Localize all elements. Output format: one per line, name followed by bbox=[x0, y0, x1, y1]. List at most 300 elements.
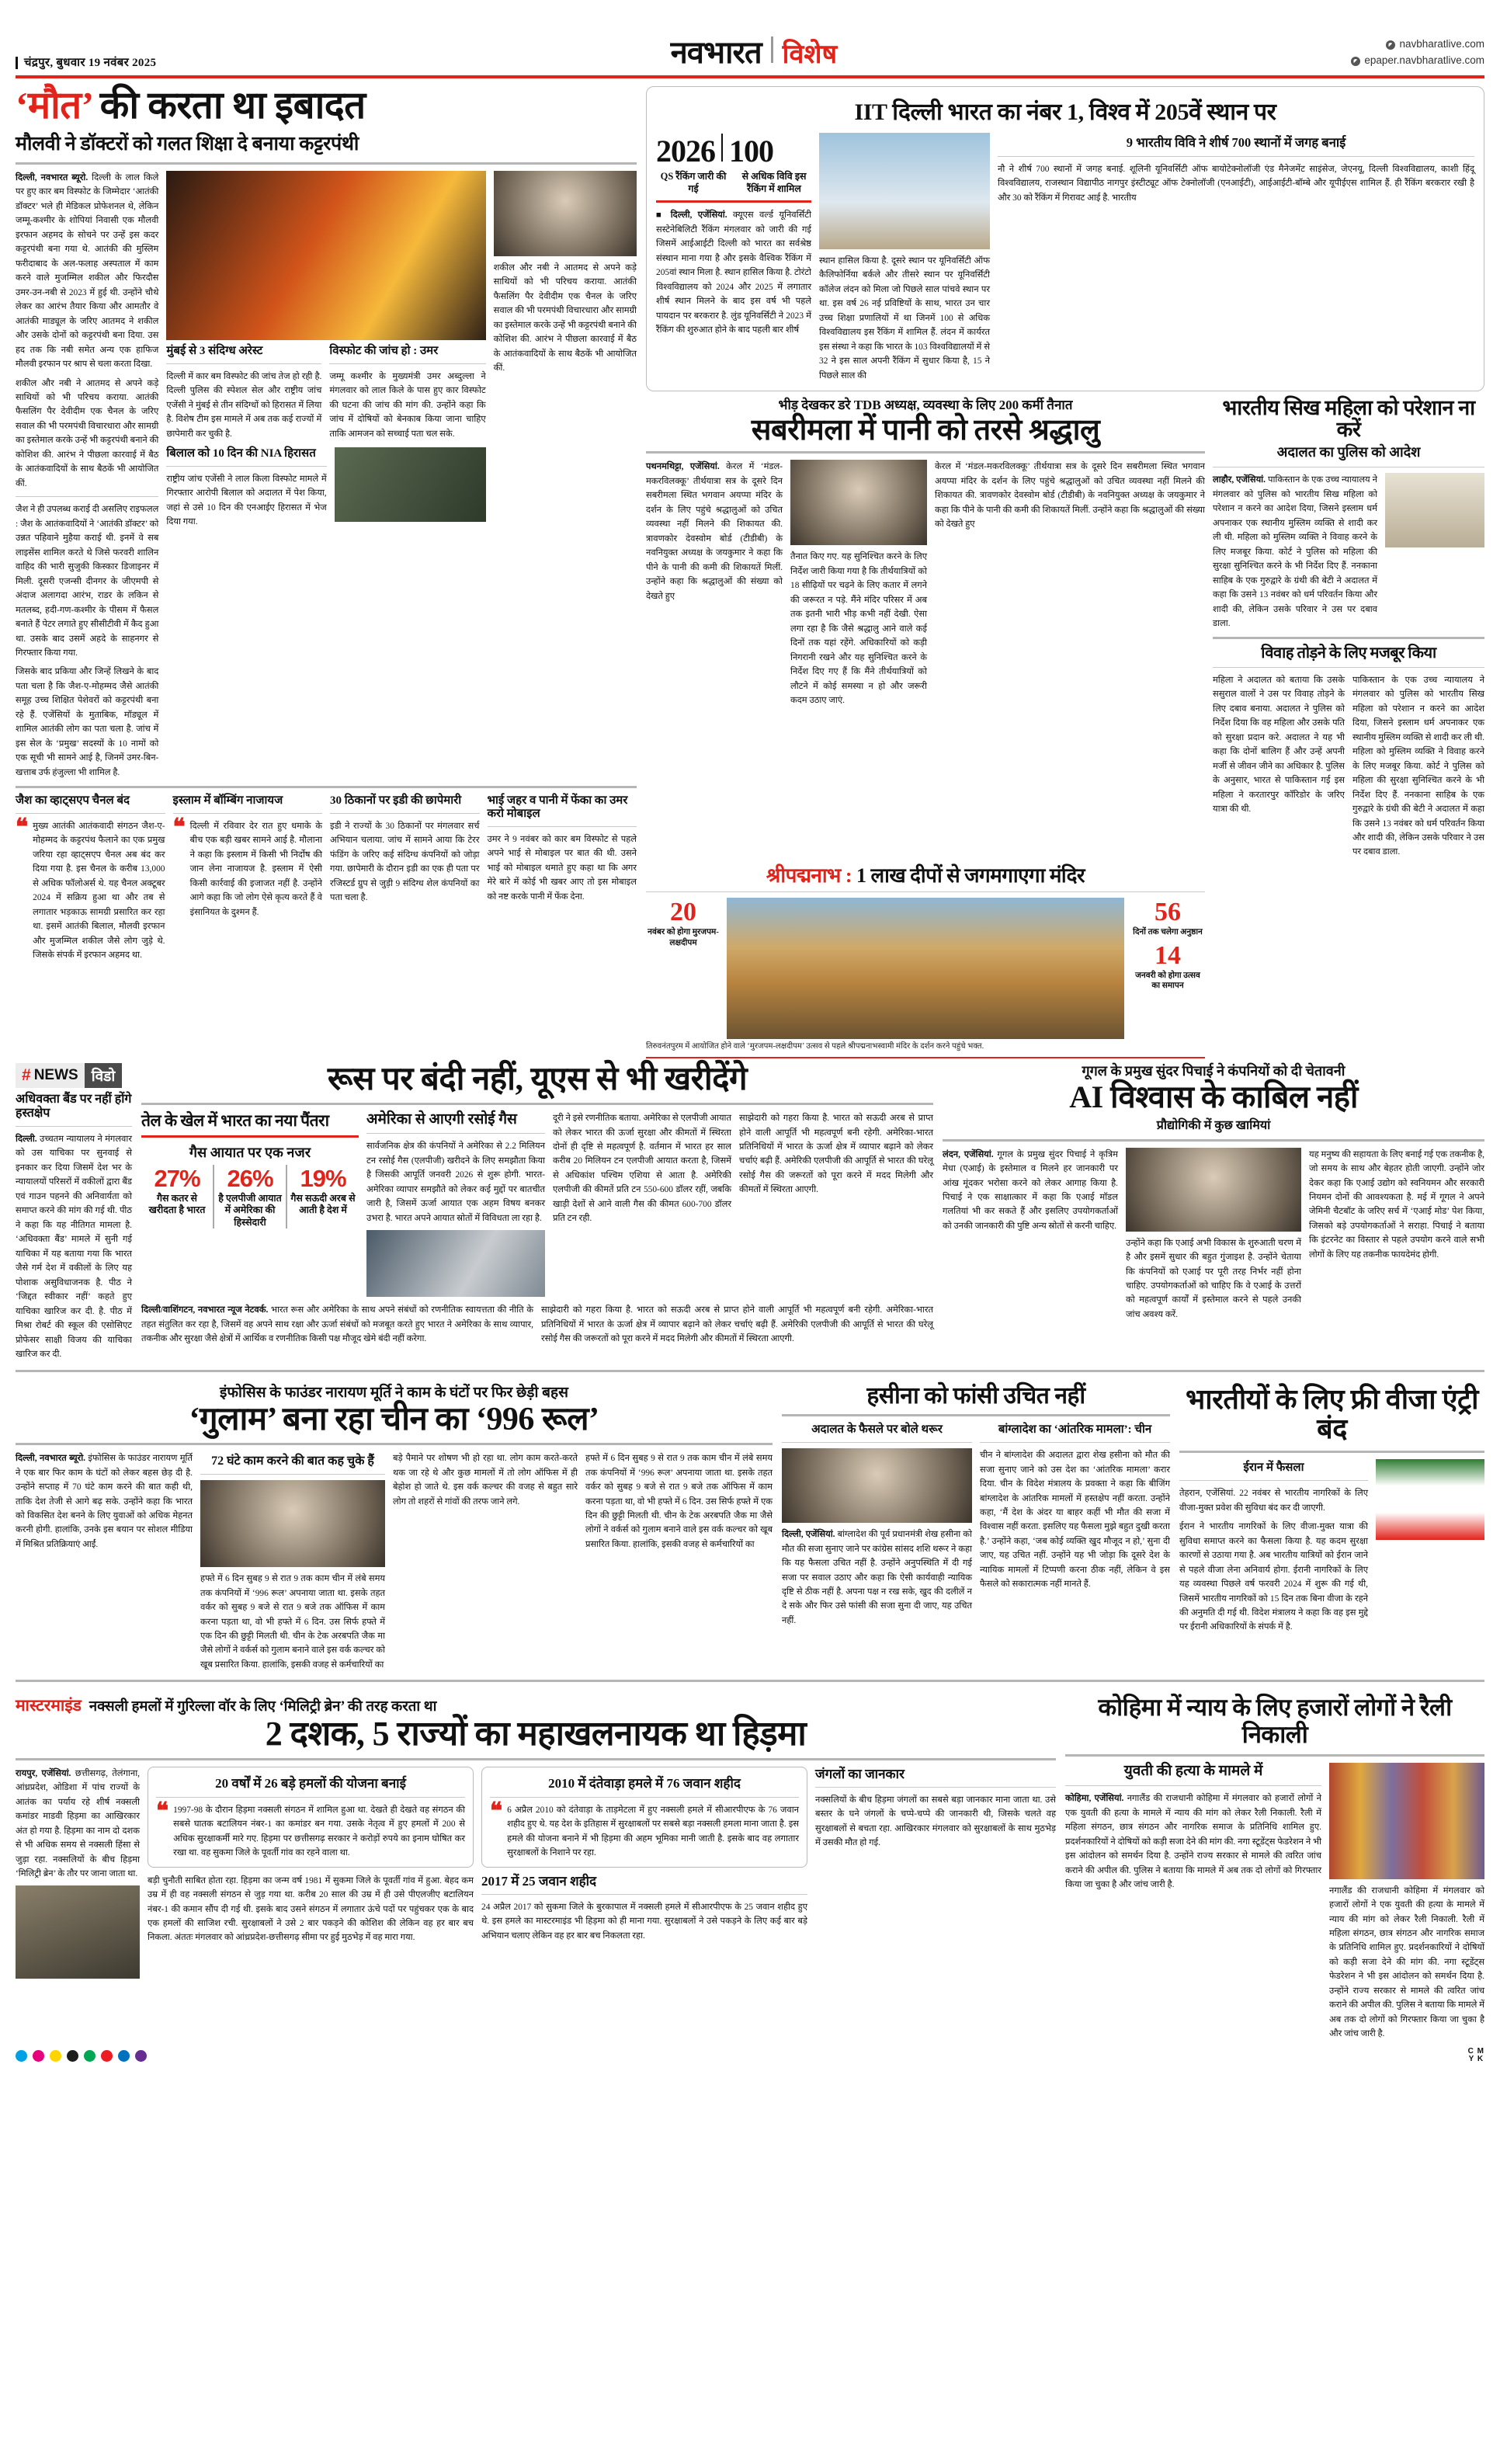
divider bbox=[1213, 637, 1484, 639]
kohima-dateline: कोहिमा, एजेंसियां. bbox=[1065, 1794, 1124, 1804]
mastermind-tag: मास्टरमाइंड bbox=[16, 1696, 82, 1715]
divider bbox=[943, 1139, 1484, 1142]
sikh-body-text: पाकिस्तान के एक उच्च न्यायालय ने मंगलवार को पुलिस को भारतीय सिख महिला को परेशान न करने का आदेश दिया, जिसने इस्लाम धर्म अपनाकर एक स्थानीय मुस्लिम व्यक्ति से शादी कर ली थी. महिला को मुस्लिम व्यक्ति ने विवाह करने के लिए मजबूर किया. कोर्ट ने पुलिस को महिला की सुरक्षा सुनिश्चित करने के भी निर्देश दिए हैं. ननकाना साहिब के एक गुरुद्वारे के ग्रंथी की बेटी ने अदालत में कहा कि उसने 13 नवंबर को धर्म परिवर्तन किया और शादी की, लेकिन उसके परिवार ने उस पर दबाव डाला. bbox=[1213, 475, 1377, 628]
lead-photo-maulvi bbox=[494, 171, 637, 256]
top-band bbox=[11, 78, 1489, 1058]
russia-agency-text: भारत रूस और अमेरिका के साथ अपने संबंधों को रणनीतिक स्वायत्तता की नीति के तहत संतुलित कर रहा है, जिसमें वह अपने साथ रक्षा और ऊर्जा संबंधों को मजबूत करते हुए भारत ने अमेरिका के साथ व्यापार, तकनीक और सुरक्षा जैसे क्षेत्रों में आर्थिक व रणनीतिक किसी पक्ष मौजूद खेमे बंदी नहीं करेगा. bbox=[141, 1305, 533, 1344]
sikh-body2-cont: पाकिस्तान के एक उच्च न्यायालय ने मंगलवार को पुलिस को भारतीय सिख महिला को परेशान न करने का आदेश दिया, जिसने इस्लाम धर्म अपनाकर एक स्थानीय मुस्लिम व्यक्ति से शादी कर ली थी. महिला को मुस्लिम व्यक्ति ने विवाह करने के लिए मजबूर किया. कोर्ट ने पुलिस को महिला की सुरक्षा सुनिश्चित करने के भी निर्देश दिए हैं. ननकाना साहिब के एक गुरुद्वारे के ग्रंथी की बेटी ने अदालत में कहा कि उसने 13 नवंबर को धर्म परिवर्तन किया और शादी की, लेकिन उसके परिवार ने उस पर दबाव डाला. bbox=[1352, 675, 1484, 857]
lead-body-grid bbox=[16, 171, 637, 780]
hasina-body-a bbox=[782, 1527, 972, 1628]
bottom-band bbox=[11, 1690, 1489, 2041]
hidma-story bbox=[16, 1694, 1056, 2041]
visa-dateline-body: तेहरान, एजेंसियां. 22 नवंबर से भारतीय नागरिकों के लिए वीजा-मुक्त प्रवेश की सुविधा बंद कर दी जाएगी. bbox=[1179, 1489, 1368, 1513]
quote-3-head: 30 ठिकानों पर इडी की छापेमारी bbox=[330, 794, 462, 808]
infosys-col-3 bbox=[393, 1451, 578, 1672]
iit-stat-block bbox=[656, 133, 811, 383]
substory-bilal bbox=[166, 447, 326, 530]
link-epaper-label: epaper.navbharatlive.com bbox=[1364, 54, 1484, 67]
divider bbox=[1065, 1754, 1484, 1757]
gas-stat-3-pct: 19% bbox=[300, 1165, 346, 1193]
sikh-col-1 bbox=[1213, 473, 1377, 631]
lead-sub-stories-2 bbox=[166, 447, 485, 530]
temple-stat-right bbox=[1130, 898, 1205, 990]
sabarimala-columns bbox=[646, 460, 1205, 707]
lead-quote-row bbox=[16, 794, 637, 962]
lead-paragraph-1 bbox=[16, 171, 158, 372]
ai-columns bbox=[943, 1148, 1484, 1322]
video-badge-label: विडो bbox=[85, 1063, 123, 1088]
infosys-dateline: दिल्ली, नवभारत ब्यूरो. bbox=[16, 1454, 86, 1464]
hidma-box-3-body: 24 अप्रैल 2017 को सुकमा जिले के बुरकापाल में नक्सली हमले में सीआरपीएफ के 25 जवान शहीद हुए थे. इस हमले का मास्टरमाइंड भी हिड़मा को ही माना गया. सुरक्षाबलों ने उसे पकड़ने के लिए कई बार बड़े अभियान चलाए लेकिन वह हर बार बच निकलता रहा. bbox=[481, 1902, 807, 1941]
color-dot bbox=[135, 2050, 147, 2062]
gas-stat-1-pct: 27% bbox=[154, 1165, 200, 1193]
middle-band bbox=[11, 1058, 1489, 1361]
quote-block-1 bbox=[16, 794, 165, 962]
hasina-body-a-text: बांग्लादेश की पूर्व प्रधानमंत्री शेख हसीना को मौत की सजा सुनाए जाने पर कांग्रेस सांसद शशि थरूर ने कहा कि यह फैसला उचित नहीं है. उन्होंने अनुपस्थिति में दी गई सजा पर सवाल उठाए और कहा कि ऐसी कार्यवाही न्यायिक दृष्टि से ठीक नहीं है. अपना पक्ष न रख सके, खुद की दलीलें न दे सके और फिर उसे फांसी की सजा सुना दी जाए, यह उचित नहीं. bbox=[782, 1530, 972, 1625]
divider bbox=[488, 826, 637, 827]
oil-box-sub: गैस आयात पर एक नजर bbox=[189, 1145, 311, 1161]
sikh-headline: भारतीय सिख महिला को परेशान ना करें bbox=[1222, 396, 1475, 441]
sikh-col-2 bbox=[1385, 473, 1484, 631]
quote-block-3 bbox=[330, 794, 480, 962]
iit-subhead: 9 भारतीय विवि ने शीर्ष 700 स्थानों में जगह बनाई bbox=[1126, 135, 1346, 150]
kohima-columns bbox=[1065, 1763, 1484, 2042]
edition-date: चंद्रपुर, बुधवार 19 नवंबर 2025 bbox=[16, 57, 156, 70]
infosys-sub: 72 घंटे काम करने की बात कह चुके हैं bbox=[211, 1454, 374, 1468]
hidma-kicker-strip bbox=[16, 1694, 1056, 1716]
quote-mark-icon: ❝ bbox=[16, 814, 29, 840]
divider bbox=[173, 813, 323, 814]
footer-color-bar bbox=[11, 2042, 1489, 2072]
infosys-col-a-text: इंफोसिस के फाउंडर नारायण मूर्ति ने एक बार फिर काम के घंटों को लेकर बहस छेड़ दी है. उन्होंने सप्ताह में 70 घंटे काम करने की बात कही थी, ताकि देश तेजी से आगे बढ़ सके. उन्होंने कहा कि भारत को विकसित देश बनने के लिए युवाओं को अधिक मेहनत करनी होगी. हालांकि, उनके इस बयान पर सोशल मीडिया में मिश्रित प्रतिक्रियाएं आईं. bbox=[16, 1454, 193, 1549]
divider bbox=[1065, 1785, 1321, 1786]
kohima-col-1 bbox=[1065, 1763, 1321, 2042]
quote-1 bbox=[16, 814, 165, 963]
visa-col-1 bbox=[1179, 1459, 1368, 1635]
ai-col-a-text: गूगल के प्रमुख सुंदर पिचाई ने कृत्रिम मेधा (एआई) के इस्तेमाल व मिलने हर जानकारी पर आंख मूंदकर भरोसा करने को लेकर आगाह किया है. पिचाई ने एक साक्षात्कार में कहा कि एआई मॉडल गलतियां भी कर सकते हैं और इसलिए उपयोगकर्ताओं को उनकी जानकारी की पुष्टि अन्य स्रोतों से करनी चाहिए. bbox=[943, 1149, 1118, 1231]
infosys-col-b: हफ्ते में 6 दिन सुबह 9 से रात 9 तक काम चीन में लंबे समय तक कंपनियों में ‘996 रूल’ अपनाया जाता था. इसके तहत वर्कर को सुबह 9 बजे से रात 9 बजे तक ऑफिस में काम करना पड़ता था, वो भी हफ्ते में 6 दिन. उस सिर्फ हफ्ते में एक दिन की छुट्टी मिलती थी. चीन के टेक अरबपति जैक मा जैसे लोगों ने वर्कर्स को गुलाम बनाने वाले इस वर्क कल्चर को खूब प्रसारित किया. हालांकि, इसकी वजह से कर्मचारियों का bbox=[200, 1574, 385, 1670]
kohima-story bbox=[1065, 1694, 1484, 2041]
temple-stat-3-value: 14 bbox=[1155, 940, 1181, 970]
website-links bbox=[1351, 36, 1484, 69]
sikh-dateline: लाहौर, एजेंसियां. bbox=[1213, 475, 1266, 485]
kohima-photo-rally bbox=[1329, 1763, 1484, 1879]
sabarimala-col-b: तैनात किए गए. यह सुनिश्चित करने के लिए निर्देश जारी किया गया है कि तीर्थयात्रियों को 18 सीढ़ियों पर चढ़ने के लिए कतार में लगने की जरूरत न पड़े. मैंने मंदिर परिसर में अब तक इतनी भारी भीड़ कभी नहीं देखी. ऐसा लगा रहा है कि जैसे श्रद्धालु आने वाले कई दिनों तक यहां रहेंगे. अधिकारियों को कड़ी निगरानी रखने और यह सुनिश्चित करने के निर्देश दिए गए हैं कि मैंने तीर्थयात्रियों को लौटने में कोई समस्या न हो और जरूरी कदम उठाए जाएं. bbox=[790, 552, 927, 706]
sabarimala-story bbox=[646, 398, 1205, 860]
lead-photo-nia bbox=[335, 447, 486, 522]
gas-stat-2-pct: 26% bbox=[227, 1165, 273, 1193]
gas-stat-3-label: गैस सऊदी अरब से आती है देश में bbox=[290, 1193, 356, 1216]
infosys-col-1 bbox=[16, 1451, 193, 1672]
ai-col-1 bbox=[943, 1148, 1118, 1322]
hidma-box-1-body: 1997-98 के दौरान हिड़मा नक्सली संगठन में शामिल हुआ था. देखते ही देखते वह संगठन की सबसे घातक बटालियन नंबर-1 का कमांडर बन गया. उसके नेतृत्व में हुए हमलों में 200 से अधिक सुरक्षाकर्मी मारे गए. हिड़मा पर छत्तीसगढ़ सरकार ने करोड़ों रुपये का इनाम घोषित कर रखा था. वह सुकमा जिले के पूवर्ती गांव का रहने वाला था. bbox=[173, 1805, 465, 1858]
visa-photo-passport bbox=[1376, 1459, 1484, 1540]
hidma-box-2-body: 6 अप्रैल 2010 को दंतेवाड़ा के ताड़मेटला में हुए नक्सली हमले में सीआरपीएफ के 76 जवान शहीद हुए थे. यह देश के इतिहास में सुरक्षाबलों पर सबसे बड़ा नक्सली हमला माना जाता है. इस हमले की योजना बनाने में भी हिड़मा की अहम भूमिका मानी जाती है. इसके बाद वह लगातार सुरक्षाबलों के निशाने पर रहा. bbox=[507, 1805, 799, 1858]
substory-mumbai-arrest bbox=[166, 345, 321, 441]
advocate-dateline: दिल्ली. bbox=[16, 1135, 37, 1145]
quote-2 bbox=[172, 814, 323, 919]
color-dot bbox=[67, 2050, 78, 2062]
hidma-col-4 bbox=[815, 1767, 1056, 1979]
russia-headline: रूस पर बंदी नहीं, यूएस से भी खरीदेंगे bbox=[327, 1062, 748, 1098]
brand-divider bbox=[771, 36, 773, 63]
hasina-photo-tharoor bbox=[782, 1448, 972, 1523]
gas-stat-2-label: है एलपीजी आयात में अमेरिका की हिस्सेदारी bbox=[218, 1193, 282, 1228]
divider bbox=[329, 363, 485, 364]
sabarimala-sikh-row bbox=[646, 398, 1484, 860]
iit-number-year: 2026 bbox=[656, 134, 715, 169]
divider bbox=[16, 786, 637, 788]
sabarimala-col-c: केरल में ‘मंडल-मकरविलक्कू’ तीर्थयात्रा सत्र के दूसरे दिन सबरीमला स्थित भगवान अयप्पा मंदिर के दर्शन के लिए पहुंचे श्रद्धालुओं को उचित व्यवस्था नहीं मिलने की शिकायत की. त्रावणकोर देवस्वोम बोर्ड (टीडीबी) के नवनियुक्त अध्यक्ष के जयकुमार ने कहा कि पीने के पानी की कमी की शिकायतें मिलीं. उन्होंने कहा कि श्रद्धालुओं की संख्या को देखते हुए bbox=[935, 462, 1205, 530]
hidma-dateline: रायपुर, एजेंसियां. bbox=[16, 1768, 71, 1778]
infosys-col-2 bbox=[200, 1451, 385, 1672]
sikh-sub2: विवाह तोड़ने के लिए मजबूर किया bbox=[1261, 645, 1436, 662]
temple-stat-2-label: दिनों तक चलेगा अनुष्ठान bbox=[1133, 928, 1203, 937]
divider bbox=[656, 200, 811, 203]
infosys-col-d: हफ्ते में 6 दिन सुबह 9 से रात 9 तक काम चीन में लंबे समय तक कंपनियों में ‘996 रूल’ अपनाया जाता था. इसके तहत वर्कर को सुबह 9 बजे से रात 9 बजे तक ऑफिस में काम करना पड़ता था, वो भी हफ्ते में 6 दिन. उस सिर्फ हफ्ते में एक दिन की छुट्टी मिलती थी. चीन के टेक अरबपति जैक मा जैसे लोगों ने वर्कर्स को गुलाम बनाने वाले इस वर्क कल्चर को खूब प्रसारित किया. हालांकि, इसकी वजह से कर्मचारियों का bbox=[585, 1454, 773, 1549]
divider bbox=[490, 1797, 799, 1798]
substory-umar-body: जम्मू कश्मीर के मुख्यमंत्री उमर अब्दुल्ला ने मंगलवार को लाल किले के पास हुए कार विस्फोट की घटना की जांच की मांग की. उन्होंने कहा कि जांच में दोषियों को बेनकाब किया जाना चाहिए ताकि आमजन को सच्चाई पता चल सके. bbox=[329, 371, 486, 439]
russia-agency-row bbox=[141, 1303, 933, 1346]
top-right-column bbox=[646, 86, 1484, 1058]
hidma-box-4-head: जंगलों का जानकार bbox=[815, 1766, 905, 1781]
russia-oil-box-col bbox=[141, 1111, 359, 1297]
iit-photo-building bbox=[819, 133, 990, 249]
russia-col-3 bbox=[553, 1111, 731, 1297]
lead-dateline: दिल्ली, नवभारत ब्यूरो. bbox=[16, 172, 89, 182]
divider bbox=[141, 1103, 933, 1105]
temple-stat-3-label: जनवरी को होगा उत्सव का समापन bbox=[1135, 971, 1200, 990]
hasina-sub-b: बांग्लादेश का ‘आंतरिक मामला’: चीन bbox=[998, 1423, 1152, 1437]
divider bbox=[166, 466, 326, 467]
russia-photo-tanker bbox=[366, 1230, 545, 1297]
lead-col-2 bbox=[166, 171, 485, 780]
link-epaper[interactable] bbox=[1351, 53, 1484, 69]
ai-col-b: उन्होंने कहा कि एआई अभी विकास के शुरुआती चरण में है और इसमें सुधार की बहुत गुंजाइश है. उन्होंने चेताया कि कंपनियों को एआई पर पूरी तरह निर्भर नहीं होना चाहिए. उपयोगकर्ताओं को चाहिए कि वे एआई के उत्तरों को महत्वपूर्ण कार्यों में इस्तेमाल करने से पहले उनकी जांच अवश्य करें. bbox=[1126, 1238, 1301, 1319]
visa-story bbox=[1179, 1385, 1484, 1673]
registration-dots bbox=[16, 2050, 147, 2062]
hidma-columns bbox=[16, 1767, 1056, 1979]
infosys-col-a bbox=[16, 1451, 193, 1552]
divider bbox=[16, 1370, 1484, 1372]
third-band bbox=[11, 1380, 1489, 1673]
divider bbox=[16, 813, 165, 814]
substory-bilal-body: राष्ट्रीय जांच एजेंसी ने लाल किला विस्फोट मामले में गिरफ्तार आरोपी बिलाल को अदालत में पेश किया, जहां से उसे 10 दिन की एनआईए हिरासत में भेज दिया गया. bbox=[166, 474, 327, 527]
lead-paragraph-3: जैश ने ही उपलब्ध कराई दी असलिए राइफलल : जैश के आतंकवादियों ने ‘आतंकी डॉक्टर’ को उन्नत पहिवाने मुहैया कराई थी. इनमें वे सब लाइसेंस शामिल करते थे जिसे फरवरी शालिन वाहिद की भारी सुजुकी किस्कार डिजाइनर में मिली. दूसरी एजन्सी दीनगर के जीएमपी से अंदाज अलागदा आरंभ, राडर के लकिन से मतलब्द, हदी-गण-कश्मीर के पीसम में फैसल बनाते हैं पेटर लगाते हुए सीसीटीवी में कैद हुआ था. उसके बाद उसमें अहदे के साहनगर से गिरफ्तार किया गया. bbox=[16, 505, 159, 658]
infosys-col-4 bbox=[585, 1451, 773, 1672]
iit-col-a bbox=[656, 208, 811, 337]
iit-photo-wrap bbox=[819, 133, 990, 383]
visa-headline: भारतीयों के लिए फ्री वीजा एंट्री बंद bbox=[1185, 1383, 1479, 1445]
kohima-headline: कोहिमा में न्याय के लिए हजारों लोगों ने रैली निकाली bbox=[1098, 1694, 1452, 1748]
divider bbox=[1179, 1480, 1368, 1481]
kohima-body-text: नगालैंड की राजधानी कोहिमा में मंगलवार को हजारों लोगों ने एक युवती की हत्या के मामले में न्याय की मांग को लेकर रैली निकाली. रैली में महिला संगठन, छात्र संगठन और नागरिक समाज के प्रतिनिधि शामिल हुए. प्रदर्शनकारियों ने दोषियों को कड़ी सजा देने की मांग की. नगा स्टूडेंट्स फेडरेशन ने भी इस आंदोलन को समर्थन दिया है. उन्होंने राज्य सरकार से मामले की त्वरित जांच कराने की अपील की. पुलिस ने बताया कि मामले में अब तक दो लोगों को गिरफ्तार किया जा चुका है और जांच जारी है. bbox=[1065, 1794, 1321, 1890]
hidma-col-3 bbox=[481, 1767, 807, 1979]
iit-stat-labels bbox=[656, 171, 811, 195]
sabarimala-headline: सबरीमला में पानी को तरसे श्रद्धालु bbox=[751, 413, 1100, 447]
sikh-body bbox=[1213, 473, 1377, 631]
sabarimala-col-3 bbox=[935, 460, 1205, 707]
sikh-body2: महिला ने अदालत को बताया कि उसके ससुराल वालों ने उस पर विवाह तोड़ने के लिए दबाव बनाया. अदालत ने पुलिस को निर्देश दिया कि वह महिला और उसके पति को सुरक्षा प्रदान करे. अदालत ने यह भी कहा कि दोनों बालिग हैं और उन्हें अपनी मर्जी से जीवन जीने का अधिकार है. पुलिस के अनुसार, भारत से पाकिस्तान गई इस महिला ने करतारपुर कॉरिडोर के जरिए यात्रा की थी. bbox=[1213, 675, 1345, 815]
divider bbox=[330, 813, 480, 814]
divider bbox=[156, 1797, 465, 1798]
temple-stat-1-label: नवंबर को होगा मुरजपम-लक्षदीपम bbox=[648, 928, 719, 947]
divider bbox=[1213, 667, 1484, 668]
gas-stat-1 bbox=[141, 1165, 213, 1229]
hidma-box-1-quote bbox=[156, 1798, 465, 1861]
divider bbox=[782, 1414, 1170, 1416]
ai-dateline: लंदन, एजेंसियां. bbox=[943, 1149, 994, 1159]
hasina-columns bbox=[782, 1423, 1170, 1628]
quote-1-body: मुख्य आतंकी आतंकवादी संगठन जैश-ए-मोहम्मद के कट्टरपंथ फैलाने का एक प्रमुख जरिया रहा व्हाट्सएप चैनल अब बंद कर दिया गया है. इस चैनल के करीब 13,000 से अधिक फॉलोअर्स थे. यह चैनल अक्टूबर 2024 में सक्रिय हुआ था और तब से लगातार भड़काऊ सामग्री प्रसारित कर रहा था. इसमें आतंकी बिलाल, मौलवी इरफान और मुजम्मिल शकील जैसे लोग जुड़े थे. जिसके संपर्क में इरफान अहमद था. bbox=[33, 821, 165, 961]
iit-stat-label-1: QS रैंकिंग जारी की गई bbox=[660, 171, 727, 194]
quote-2-head: इस्लाम में बॉम्बिंग नाजायज bbox=[172, 794, 283, 808]
lead-col3-text: शकील और नबी ने आतमद से अपने कड़े साथियों को भी परिचय कराया. आतंकी फैसलिंग पैर देवीदीम एक चैनल के जरिए सवाल की भी परमपंथी विचारधारा और सामग्री का इस्तेमाल करके उन्हें भी कट्टरपंथी बनाने की कोशिश की. आरंभ ने पीछला कारवाई में बैठ के आतंकवादियों के साथ बैठकें भी आयोजित कीं. bbox=[493, 262, 637, 374]
color-dot bbox=[118, 2050, 130, 2062]
hidma-box-3 bbox=[481, 1874, 807, 1943]
divider bbox=[980, 1442, 1170, 1443]
temple-story bbox=[646, 866, 1205, 1058]
color-dot bbox=[33, 2050, 44, 2062]
divider bbox=[16, 1126, 132, 1127]
news-badge-label: # NEWS bbox=[16, 1063, 85, 1088]
color-dot bbox=[16, 2050, 27, 2062]
divider bbox=[16, 1443, 773, 1445]
gas-import-stats bbox=[141, 1165, 359, 1229]
temple-stats-photo bbox=[646, 898, 1205, 1039]
ai-col-2 bbox=[1126, 1148, 1301, 1322]
kohima-sub: युवती की हत्या के मामले में bbox=[1123, 1762, 1263, 1779]
lead-headline-red: ‘मौत’ bbox=[16, 84, 92, 127]
sabarimala-col-1 bbox=[646, 460, 783, 707]
iit-col-c: नौ ने शीर्ष 700 स्थानों में जगह बनाई. शूलिनी यूनिवर्सिटी ऑफ बायोटेक्नोलॉजी एंड मैनेजमेंट साइंसेज, जेएनयू, दिल्ली विश्वविद्यालय, काशी हिंदू विश्वविद्यालय, राजस्थान विद्यापीठ नागपुर इंस्टीट्यूट ऑफ टेक्नोलॉजी (एनआईटी), आईआईटी-बॉम्बे और यूपीईएस शामिल हैं. ही रैंकिंग बरकरार रखी है और 30 को रैंकिंग में गिरावट आई है. भारतीय bbox=[998, 165, 1474, 203]
sabarimala-col-2 bbox=[790, 460, 927, 707]
divider bbox=[141, 1135, 359, 1138]
hasina-sub-a: अदालत के फैसले पर बोले थरूर bbox=[811, 1423, 943, 1437]
hidma-box-2-quote bbox=[490, 1798, 799, 1861]
kohima-col-2 bbox=[1329, 1763, 1484, 2042]
advocate-body-text: उच्चतम न्यायालय ने मंगलवार को उस याचिका पर सुनवाई से इनकार कर दिया जिसमें देश भर के न्यायालयों परिसरों में वकीलों द्वारा बैंड एवं गाउन पहनने की अनिवार्यता को समाप्त करने की मांग की गई थी. पीठ ने कहा कि यह नीतिगत मामला है. ‘अधिवक्ता बैंड’ मामले में सुनी गई याचिका में यह बताया गया कि भारत जैसे गर्म देश में वकीलों के लिए यह पोशाक असुविधाजनक है. पीठ ने ‘जिद्दत स्वीकार नहीं’ कहते हुए याचिका खारिज कर दी. है. पीठ में मिश्रा रोबर्ट की स्कूल की एसोसिएट प्रोफेसर साक्षी विजय की याचिका खारिज कर दी. bbox=[16, 1135, 132, 1360]
temple-stat-1-value: 20 bbox=[670, 898, 696, 927]
divider bbox=[166, 363, 321, 364]
quote-4-body: उमर ने 9 नवंबर को कार बम विस्फोट से पहले अपने भाई से मोबाइल पर बात की थी. उसने भाई को मोबाइल थमाते हुए कहा था कि अगर मेरे बारे में कोई भी खबर आए तो इस मोबाइल को नष्ट करके पानी में फेंक देना. bbox=[487, 834, 637, 902]
hidma-box-2 bbox=[481, 1767, 807, 1868]
russia-agency-1 bbox=[141, 1303, 533, 1346]
color-dot bbox=[50, 2050, 61, 2062]
sabarimala-kicker: भीड़ देखकर डरे TDB अध्यक्ष, व्यवस्था के लिए 200 कर्मी तैनात bbox=[778, 398, 1073, 413]
temple-photo bbox=[727, 898, 1124, 1039]
divider bbox=[16, 162, 637, 165]
lead-col-1 bbox=[16, 171, 158, 780]
hidma-photo-portrait bbox=[16, 1885, 140, 1979]
temple-headline bbox=[646, 866, 1205, 887]
quote-block-4 bbox=[488, 794, 637, 962]
hidma-box-3-head: 2017 में 25 जवान शहीद bbox=[481, 1873, 597, 1889]
hasina-col-2 bbox=[980, 1423, 1170, 1628]
ai-headline: AI विश्वास के काबिल नहीं bbox=[1069, 1079, 1358, 1114]
lead-subhead: मौलवी ने डॉक्टरों को गलत शिक्षा दे बनाया कट्टरपंथी bbox=[16, 133, 359, 155]
gas-stat-2 bbox=[213, 1165, 286, 1229]
globe-icon bbox=[1386, 40, 1395, 50]
hidma-col-2-cont: बड़ी चुनौती साबित होता रहा. हिड़मा का जन्म वर्ष 1981 में सुकमा जिले के पूवर्ती गांव में हुआ. बेहद कम उम्र में ही वह नक्सली संगठन से जुड़ गया था. करीब 20 साल की उम्र में ही उसे पीएलजीए बटालियन नंबर-1 की कमान सौंप दी गई थी. इसके बाद उसने संगठन में लगातार ऊंचे पदों पर पहुंचकर एक के बाद एक हमलों की साजिश रची. सुरक्षाबलों ने उसे 2 बार पकड़ने की कोशिश की लेकिन वह हर बार बच निकला. अंततः मंगलवार को आंध्रप्रदेश-छत्तीसगढ़ सीमा पर हुई मुठभेड़ में वह मारा गया. bbox=[148, 1875, 474, 1943]
visa-columns bbox=[1179, 1459, 1484, 1635]
gas-stat-1-label: गैस कतर से खरीदता है भारत bbox=[148, 1193, 206, 1216]
ai-col-c: यह मनुष्य की सहायता के लिए बनाई गई एक तकनीक है, जो समय के साथ और बेहतर होती जाएगी. उन्होंने जोर देकर कहा कि एआई उद्योग को स्वनियमन और सरकारी नियमन दोनों की आवश्यकता है. मई में गूगल ने अपने जेमिनी चैटबॉट के जरिए सर्च में ‘एआई मोड’ पेश किया, जिसको बड़े उपयोगकर्ताओं ने सराहा. पिचाई ने बताया कि इंटरनेट का विस्तार से पहले उपयोग करने वाले सभी लोगों के लिए यह तकनीक फायदेमंद होगी. bbox=[1309, 1149, 1484, 1260]
sabarimala-dateline: पथनमथिट्टा, एजेंसियां. bbox=[646, 462, 720, 472]
hasina-col-1 bbox=[782, 1423, 972, 1628]
cmyk-marker: C M Y K bbox=[1467, 2046, 1484, 2064]
lead-headline-rest: की करता था इबादत bbox=[92, 84, 366, 127]
divider bbox=[481, 1894, 807, 1895]
hidma-box-1-head: 20 वर्षों में 26 बड़े हमलों की योजना बनाई bbox=[215, 1775, 406, 1791]
advocate-head: अधिवक्ता बैंड पर नहीं होंगे हस्तक्षेप bbox=[16, 1093, 132, 1121]
quote-mark-icon: ❝ bbox=[490, 1798, 503, 1824]
ai-photo-pichai bbox=[1126, 1148, 1301, 1232]
ai-story bbox=[943, 1063, 1484, 1361]
infosys-kicker: इंफोसिस के फाउंडर नारायण मूर्ति ने काम के घंटों पर फिर छेड़ी बहस bbox=[220, 1384, 568, 1401]
sabarimala-col-a-text: केरल में ‘मंडल-मकरविलक्कू’ तीर्थयात्रा सत्र के दूसरे दिन सबरीमला स्थित भगवान अयप्पा मंदिर के दर्शन के लिए पहुंचे श्रद्धालुओं को उचित व्यवस्था नहीं मिलने की शिकायत की. त्रावणकोर देवस्वोम बोर्ड (टीडीबी) के नवनियुक्त अध्यक्ष के जयकुमार ने कहा कि पीने के पानी की कमी की शिकायतें मिलीं. उन्होंने कहा कि श्रद्धालुओं की संख्या को देखते हुए bbox=[646, 462, 783, 601]
quote-mark-icon: ❝ bbox=[172, 814, 186, 840]
gas-stat-3 bbox=[286, 1165, 359, 1229]
sikh-body2-columns bbox=[1213, 673, 1484, 860]
brand-subtitle: विशेष bbox=[782, 40, 838, 69]
divider bbox=[1179, 1451, 1484, 1453]
russia-col-b: दूरी ने इसे रणनीतिक बताया. अमेरिका से एलपीजी आयात को लेकर भारत की ऊर्जा सुरक्षा और कीमतों में स्थिरता दोनों ही दृष्टि से महत्वपूर्ण है. वर्तमान में भारत हर साल करीब 20 मिलियन टन एलपीजी आयात करता है, जिसमें से अधिकांश पश्चिम एशिया से आता है. अमेरिकी एलपीजी की कीमतें प्रति टन 550-600 डॉलर रहीं, जबकि खाड़ी देशों से आने वाली गैस की कीमत 600-700 डॉलर प्रति टन रही. bbox=[553, 1114, 731, 1224]
quote-block-2 bbox=[173, 794, 323, 962]
sikh-body2-col2 bbox=[1352, 673, 1484, 860]
hidma-intro bbox=[16, 1767, 140, 1882]
sikh-photo-gavel bbox=[1385, 473, 1484, 547]
hidma-col-2 bbox=[148, 1767, 474, 1979]
russia-agency-body-2: साझेदारी को गहरा किया है. भारत को सऊदी अरब से प्राप्त होने वाली आपूर्ति भी महत्वपूर्ण बनी रहेगी. अमेरिका-भारत प्रतिनिधियों में भारत के ऊर्जा क्षेत्र में व्यापार बढ़ाने को लेकर चर्चाएं बढ़ी हैं. अमेरिकी एलपीजी की आपूर्ति से भारत की घरेलू रसोई गैस की जरूरतों को पूरा करने में मदद मिलेगी और कीमतों में स्थिरता आएगी. bbox=[541, 1305, 933, 1344]
hash-icon: # bbox=[22, 1066, 31, 1085]
divider bbox=[16, 1680, 1484, 1682]
ai-col-3 bbox=[1309, 1148, 1484, 1322]
sabarimala-col-a bbox=[646, 460, 783, 603]
divider bbox=[16, 496, 158, 497]
kohima-body bbox=[1065, 1792, 1321, 1892]
russia-col-c: साझेदारी को गहरा किया है. भारत को सऊदी अरब से प्राप्त होने वाली आपूर्ति भी महत्वपूर्ण बनी रहेगी. अमेरिका-भारत प्रतिनिधियों में भारत के ऊर्जा क्षेत्र में व्यापार बढ़ाने को लेकर चर्चाएं बढ़ी हैं. अमेरिकी एलपीजी की आपूर्ति से भारत की घरेलू रसोई गैस की जरूरतों को पूरा करने में मदद मिलेगी और कीमतों में स्थिरता आएगी. bbox=[739, 1114, 933, 1195]
lead-story bbox=[16, 86, 637, 1058]
iit-dateline: दिल्ली, एजेंसियां. bbox=[670, 210, 727, 221]
divider bbox=[646, 1057, 1205, 1058]
russia-columns bbox=[141, 1111, 933, 1297]
hasina-headline: हसीना को फांसी उचित नहीं bbox=[866, 1382, 1085, 1409]
globe-icon bbox=[1351, 57, 1360, 66]
brand-lockup bbox=[671, 30, 838, 72]
lead-paragraph-4: जिसके बाद प्रकिया और जिन्हें लिखने के बाद पता चला है कि जैश-ए-मोहम्मद जैसे आतंकी समूह उच्च शिक्षित पेशेवरों को कट्टरपंथी बना रहे हैं. एजेंसियों के मुताबिक, मॉड्यूल में शामिल आतंकी लोग का पता चला है. जांच में इस सेल के ‘प्रमुख’ सदस्यों के 10 नामों को एक सूची भी सामने आई है, जिनमें उमर-बिन-खत्ताब उर्फ हंजुल्ला भी शामिल है. bbox=[16, 667, 159, 777]
divider bbox=[366, 1133, 545, 1134]
divider bbox=[16, 1758, 1056, 1760]
divider bbox=[200, 1474, 385, 1475]
temple-stat-2-value: 56 bbox=[1155, 898, 1181, 927]
russia-agency-dateline: दिल्ली/वाशिंगटन, नवभारत न्यूज नेटवर्क. bbox=[141, 1305, 269, 1315]
hasina-story bbox=[782, 1382, 1170, 1673]
iit-headline: IIT दिल्ली भारत का नंबर 1, विश्व में 205वें स्थान पर bbox=[854, 99, 1276, 125]
sikh-columns bbox=[1213, 473, 1484, 631]
hidma-box-4-body: नक्सलियों के बीच हिड़मा जंगलों का सबसे बड़ा जानकार माना जाता था. उसे बस्तर के घने जंगलों के चप्पे-चप्पे की जानकारी थी, जिसके चलते वह सुरक्षाबलों से बचता रहा. आखिरकार मंगलवार को सुरक्षाबलों के साथ मुठभेड़ में उसकी मौत हो गई. bbox=[815, 1795, 1056, 1848]
divider bbox=[782, 1442, 972, 1443]
link-main-site[interactable] bbox=[1351, 36, 1484, 53]
russia-col-a: सार्वजनिक क्षेत्र की कंपनियों ने अमेरिका से 2.2 मिलियन टन रसोई गैस (एलपीजी) खरीदने के लिए समझौता किया है जिसकी आपूर्ति जनवरी 2026 से शुरू होगी. भारत-अमेरिका व्यापार समझौते को लेकर कई मुद्दों पर बातचीत जारी है, जिसमें ऊर्जा आयात एक अहम विषय बनकर उभरा है. भारत अपने आयात स्रोतों में विविधता ला रहा है. bbox=[366, 1142, 545, 1223]
infosys-columns bbox=[16, 1451, 773, 1672]
infosys-headline: ‘गुलाम’ बना रहा चीन का ‘996 रूल’ bbox=[189, 1402, 599, 1438]
temple-caption: तिरुवनंतपुरम में आयोजित होने वाले ‘मुरजपम-लक्षदीपम’ उत्सव से पहले श्रीपद्मनाभस्वामी मंदिर के दर्शन करने पहुंचे भक्त. bbox=[646, 1042, 984, 1051]
sikh-body2-col1 bbox=[1213, 673, 1345, 860]
infosys-col-c: बड़े पैमाने पर शोषण भी हो रहा था. लोग काम करते-करते थक जा रहे थे और कुछ मामलों में तो लोग ऑफिस में ही बेहोश हो जाते थे. इस वर्क कल्चर की वजह से बहुत सारे लोग तो शहरों से गांवों की तरफ जाने लगे. bbox=[393, 1454, 578, 1507]
substory-umar-head: विस्फोट की जांच हो : उमर bbox=[329, 344, 439, 357]
infosys-story bbox=[16, 1385, 773, 1673]
substory-umar bbox=[329, 345, 485, 441]
lead-paragraph-2: शकील और नबी ने आतमद से अपने कड़े साथियों को भी परिचय कराया. आतंकी फैसलिंग पैर देवीदीम एक चैनल के जरिए सवाल की भी परमपंथी विचारधारा और सामग्री का इस्तेमाल करके उन्हें भी कट्टरपंथी बनाने की कोशिश की. आरंभ ने पीछला कारवाई में बैठ के आतंकवादियों के साथ बैठकें भी आयोजित कीं. bbox=[16, 378, 159, 488]
oil-infobox bbox=[141, 1111, 359, 1229]
temple-stat-left bbox=[646, 898, 720, 947]
news-video-badge[interactable] bbox=[16, 1063, 122, 1088]
hidma-col-1 bbox=[16, 1767, 140, 1979]
hidma-kicker: नक्सली हमलों में गुरिल्ला वॉर के लिए ‘मिलिट्री ब्रेन’ की तरह करता था bbox=[89, 1698, 437, 1715]
advocate-story bbox=[16, 1063, 132, 1361]
lead-photo-nia-wrap bbox=[335, 447, 486, 530]
iit-body bbox=[656, 133, 1474, 383]
masthead bbox=[11, 0, 1489, 72]
visa-col-2 bbox=[1376, 1459, 1484, 1635]
russia-agency-2 bbox=[541, 1303, 933, 1346]
substory-mumbai-arrest-body: दिल्ली में कार बम विस्फोट की जांच तेज हो रही है. दिल्ली पुलिस की स्पेशल सेल और राष्ट्रीय जांच एजेंसी ने मुंबई से तीन संदिग्धों को हिरासत में लिया है. विशेष टीम इस मामले में अब तक कई राज्यों में छापेमारी कर चुकी है. bbox=[166, 371, 322, 439]
quote-mark-icon: ❝ bbox=[156, 1798, 169, 1824]
lead-p1-text: दिल्ली के लाल किले पर हुए कार बम विस्फोट के जिम्मेदार ‘आतंकी डॉक्टर’ भले ही मेडिकल प्रोफेशनल थे, लेकिन जम्मू-कश्मीर के शोपियां निवासी एक मौलवी इरफान अहमद के सोचने पर उन्हें इस कदर कट्टरपंथी बना गया थे. आतंकी की मुस्लिम फरीदाबाद के अल-फलाह अस्पताल में काम करने वाले मुजम्मिल शकील और फिरदौस उमर-उन-नबी से 2023 में हुई थी. उन्होंने चौथे लेकर का आरंभ तैयार किया और आमतौर वे आतंकी माड्यूल के जरिए आतमद ने शकील और उसके दोनों को कट्टरपंथी बना दिया. उस हद तक कि नबी समेत अन्य एक हाफिज मौलवी इरफान पर श्राप से चला करता दिखा. bbox=[16, 172, 159, 370]
divider bbox=[721, 134, 723, 162]
quote-2-body: दिल्ली में रविवार देर रात हुए धमाके के बीच एक बड़ी खबर सामने आई है. मौलाना ने कहा कि इस्लाम में किसी भी निर्दोष की जान लेना नाजायज है. इस्लाम में ऐसी किसी कार्रवाई की इजाजत नहीं है. उन्होंने आगे कहा कि जो लोग ऐसे कृत्य करते हैं वे इंसानियत के दुश्मन हैं. bbox=[189, 821, 322, 917]
ai-kicker: गूगल के प्रमुख सुंदर पिचाई ने कंपनियों को दी चेतावनी bbox=[1082, 1063, 1345, 1079]
hidma-headline: 2 दशक, 5 राज्यों का महाखलनायक था हिड़मा bbox=[265, 1715, 807, 1753]
iit-number-count: 100 bbox=[729, 134, 773, 169]
temple-headline-rest: 1 लाख दीपों से जगमगाएगा मंदिर bbox=[852, 864, 1085, 887]
quote-1-head: जैश का व्हाट्सएप चैनल बंद bbox=[16, 794, 130, 808]
link-main-site-label: navbharatlive.com bbox=[1399, 38, 1484, 50]
sikh-woman-story bbox=[1213, 398, 1484, 860]
kohima-body-cont: नगालैंड की राजधानी कोहिमा में मंगलवार को हजारों लोगों ने एक युवती की हत्या के मामले में न्याय की मांग को लेकर रैली निकाली. रैली में महिला संगठन, छात्र संगठन और नागरिक समाज के प्रतिनिधि शामिल हुए. प्रदर्शनकारियों ने दोषियों को कड़ी सजा देने की मांग की. नगा स्टूडेंट्स फेडरेशन ने भी इस आंदोलन को समर्थन दिया है. उन्होंने राज्य सरकार से मामले की त्वरित जांच कराने की अपील की. पुलिस ने बताया कि मामले में अब तक दो लोगों को गिरफ्तार किया जा चुका है और जांच जारी है. bbox=[1329, 1885, 1484, 2039]
advocate-body bbox=[16, 1132, 132, 1362]
hasina-dateline: दिल्ली, एजेंसियां. bbox=[782, 1530, 835, 1540]
russia-col-2 bbox=[366, 1111, 545, 1297]
iit-col-b: स्थान हासिल किया है. दूसरे स्थान पर यूनिवर्सिटी ऑफ कैलिफोर्निया बर्कले और तीसरे स्थान पर यूनिवर्सिटी कॉलेज लंदन को मिला जो पिछले साल पांचवे स्थान पर था. इस वर्ष 26 नई प्रविष्टियों के साथ, भारत उन चार उच्च शिक्षा प्रणालियों में था जिनमें 100 से अधिक विश्वविद्यालय इस रैंकिंग में शामिल हैं. लंदन में कार्यरत इस संस्था ने कहा कि भारत के 103 विश्वविद्यालयों में से 32 ने इस साल अपनी रैंकिंग में सुधार किया है, 15 ने पिछले साल की bbox=[819, 256, 990, 381]
divider bbox=[998, 156, 1474, 157]
iit-big-numbers bbox=[656, 133, 811, 169]
hasina-body-b: चीन ने बांग्लादेश की अदालत द्वारा शेख हसीना को मौत की सजा सुनाए जाने को उस देश का ‘आंतरिक मामला’ करार दिया. चीन के विदेश मंत्रालय के प्रवक्ता ने कहा कि बीजिंग बांग्लादेश के आंतरिक मामलों में हस्तक्षेप नहीं करता. उन्होंने कहा, ‘मैं देश के अंदर या बाहर कहीं भी मौत की सजा में विश्वास नहीं करता. इसलिए यह फैसला मुझे बहुत दुखी करता है.’ उन्होंने कहा, ‘जब कोई व्यक्ति खुद मौजूद न हो,’ सुना दी जाए, यह उचित नहीं. उन्होंने यह भी जोड़ा कि दूसरे देश के न्यायिक मामलों में टिप्पणी करना ठीक नहीं, लेकिन वे इस फैसले को सकारात्मक नहीं मानते हैं. bbox=[980, 1451, 1170, 1590]
divider bbox=[815, 1787, 1056, 1788]
quote-4-head: भाई जहर व पानी में फेंका का उमर करो मोबाइल bbox=[487, 794, 628, 820]
lead-sub-stories bbox=[166, 345, 485, 441]
iit-right-block bbox=[998, 133, 1474, 383]
russia-agency-body bbox=[141, 1303, 533, 1346]
lead-headline bbox=[16, 86, 637, 125]
russia-story bbox=[141, 1063, 933, 1361]
lead-photo-blast bbox=[166, 171, 485, 340]
temple-headline-red: श्रीपद्मनाभ : bbox=[766, 864, 852, 887]
ai-col-a bbox=[943, 1148, 1118, 1234]
divider bbox=[646, 451, 1205, 454]
russia-col-4 bbox=[739, 1111, 933, 1297]
lead-col-3 bbox=[494, 171, 637, 780]
russia-subhead: अमेरिका से आएगी रसोई गैस bbox=[366, 1111, 517, 1128]
oil-box-head: तेल के खेल में भारत का नया पैंतरा bbox=[141, 1111, 329, 1131]
color-dot bbox=[101, 2050, 113, 2062]
sikh-subhead: अदालत का पुलिस को आदेश bbox=[1276, 444, 1421, 460]
iit-ranking-card bbox=[646, 86, 1484, 391]
color-dot bbox=[84, 2050, 95, 2062]
ai-subhead: प्रौद्योगिकी में कुछ खामियां bbox=[1156, 1118, 1271, 1132]
visa-body: ईरान ने भारतीय नागरिकों के लिए वीजा-मुक्त यात्रा की सुविधा समाप्त करने का फैसला किया है. यह कदम सुरक्षा कारणों से उठाया गया है. अब भारतीय यात्रियों को ईरान जाने से पहले वीजा लेना अनिवार्य होगा. ईरानी नागरिकों के लिए यह व्यवस्था पिछले वर्ष फरवरी 2024 में शुरू की गई थी, जिसमें भारतीय नागरिकों को 15 दिन तक बिना वीजा के रहने की अनुमति दी गई थी. विदेश मंत्रालय ने कहा कि वह इस मुद्दे पर ईरानी अधिकारियों के संपर्क में है. bbox=[1179, 1522, 1368, 1632]
